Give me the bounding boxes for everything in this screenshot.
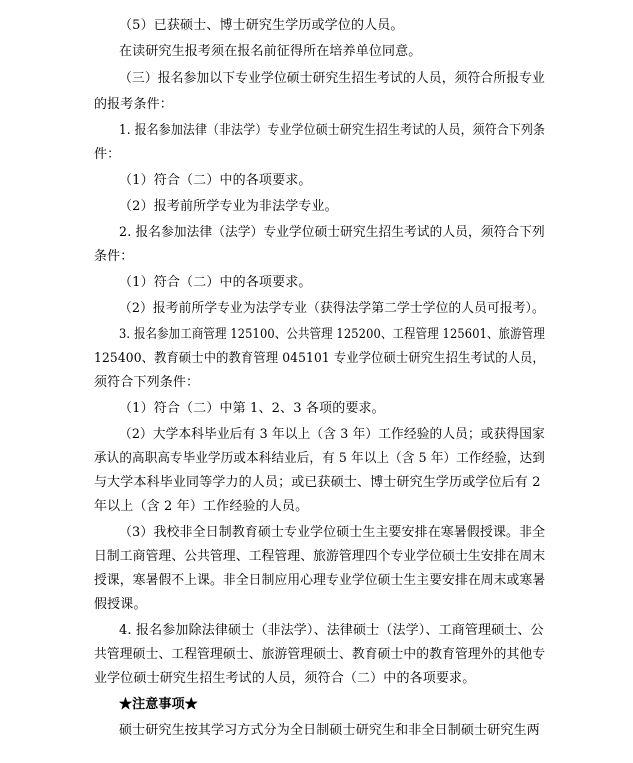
text-line-1: （5）已获硕士、博士研究生学历或学位的人员。 bbox=[119, 18, 404, 33]
text-line-25: 4. 报名参加除法律硕士（非法学）、法律硕士（法学）、工商管理硕士、公 bbox=[119, 623, 544, 638]
text-line-14: 125400、教育硕士中的教育管理 045101 专业学位硕士研究生招生考试的人员， bbox=[94, 351, 545, 366]
text-line-17: （2）大学本科毕业后有 3 年以上（含 3 年）工作经验的人员；或获得国家 bbox=[119, 427, 545, 442]
text-line-23: 授课，寒暑假不上课。非全日制应用心理专业学位硕士生主要安排在周末或寒暑 bbox=[94, 573, 546, 588]
text-line-20: 年以上（含 2 年）工作经验的人员。 bbox=[94, 499, 309, 514]
text-line-18: 承认的高职高专毕业学历或本科结业后，有 5 年以上（含 5 年）工作经验，达到 bbox=[94, 451, 545, 466]
text-line-27: 业学位硕士研究生招生考试的人员，须符合（二）中的各项要求。 bbox=[94, 671, 476, 686]
text-line-10: 条件： bbox=[94, 249, 134, 264]
text-line-15: 须符合下列条件： bbox=[94, 375, 200, 390]
text-line-26: 共管理硕士、工程管理硕士、旅游管理硕士、教育硕士中的教育管理外的其他专 bbox=[94, 647, 546, 662]
text-line-29: 硕士研究生按其学习方式分为全日制硕士研究生和非全日制硕士研究生两 bbox=[119, 723, 540, 738]
text-line-19: 与大学本科毕业同等学力的人员；或已获硕士、博士研究生学历或学位后有 2 bbox=[94, 475, 541, 490]
text-line-21: （3）我校非全日制教育硕士专业学位硕士生主要安排在寒暑假授课。非全 bbox=[119, 525, 546, 540]
text-line-9: 2. 报名参加法律（法学）专业学位硕士研究生招生考试的人员，须符合下列 bbox=[119, 225, 545, 240]
text-line-4: 的报考条件： bbox=[94, 97, 173, 112]
text-line-13: 3. 报名参加工商管理 125100、公共管理 125200、工程管理 125601、旅游管理 bbox=[119, 327, 545, 342]
text-line-7: （1）符合（二）中的各项要求。 bbox=[119, 173, 312, 188]
notice-heading: ★注意事项★ bbox=[119, 697, 198, 712]
text-line-11: （1）符合（二）中的各项要求。 bbox=[119, 275, 312, 290]
text-line-2: 在读研究生报考须在报名前征得所在培养单位同意。 bbox=[119, 44, 422, 59]
text-line-8: （2）报考前所学专业为非法学专业。 bbox=[119, 199, 338, 214]
text-line-12: （2）报考前所学专业为法学专业（获得法学第二学士学位的人员可报考）。 bbox=[119, 301, 545, 316]
text-line-3: （三）报名参加以下专业学位硕士研究生招生考试的人员，须符合所报专业 bbox=[119, 71, 545, 86]
text-line-16: （1）符合（二）中第 1、2、3 各项的要求。 bbox=[119, 401, 385, 416]
text-line-6: 件： bbox=[94, 147, 121, 162]
text-line-5: 1. 报名参加法律（非法学）专业学位硕士研究生招生考试的人员，须符合下列条 bbox=[119, 123, 546, 138]
text-line-24: 假授课。 bbox=[94, 597, 147, 612]
text-line-22: 日制工商管理、公共管理、工程管理、旅游管理四个专业学位硕士生安排在周末 bbox=[94, 549, 546, 564]
